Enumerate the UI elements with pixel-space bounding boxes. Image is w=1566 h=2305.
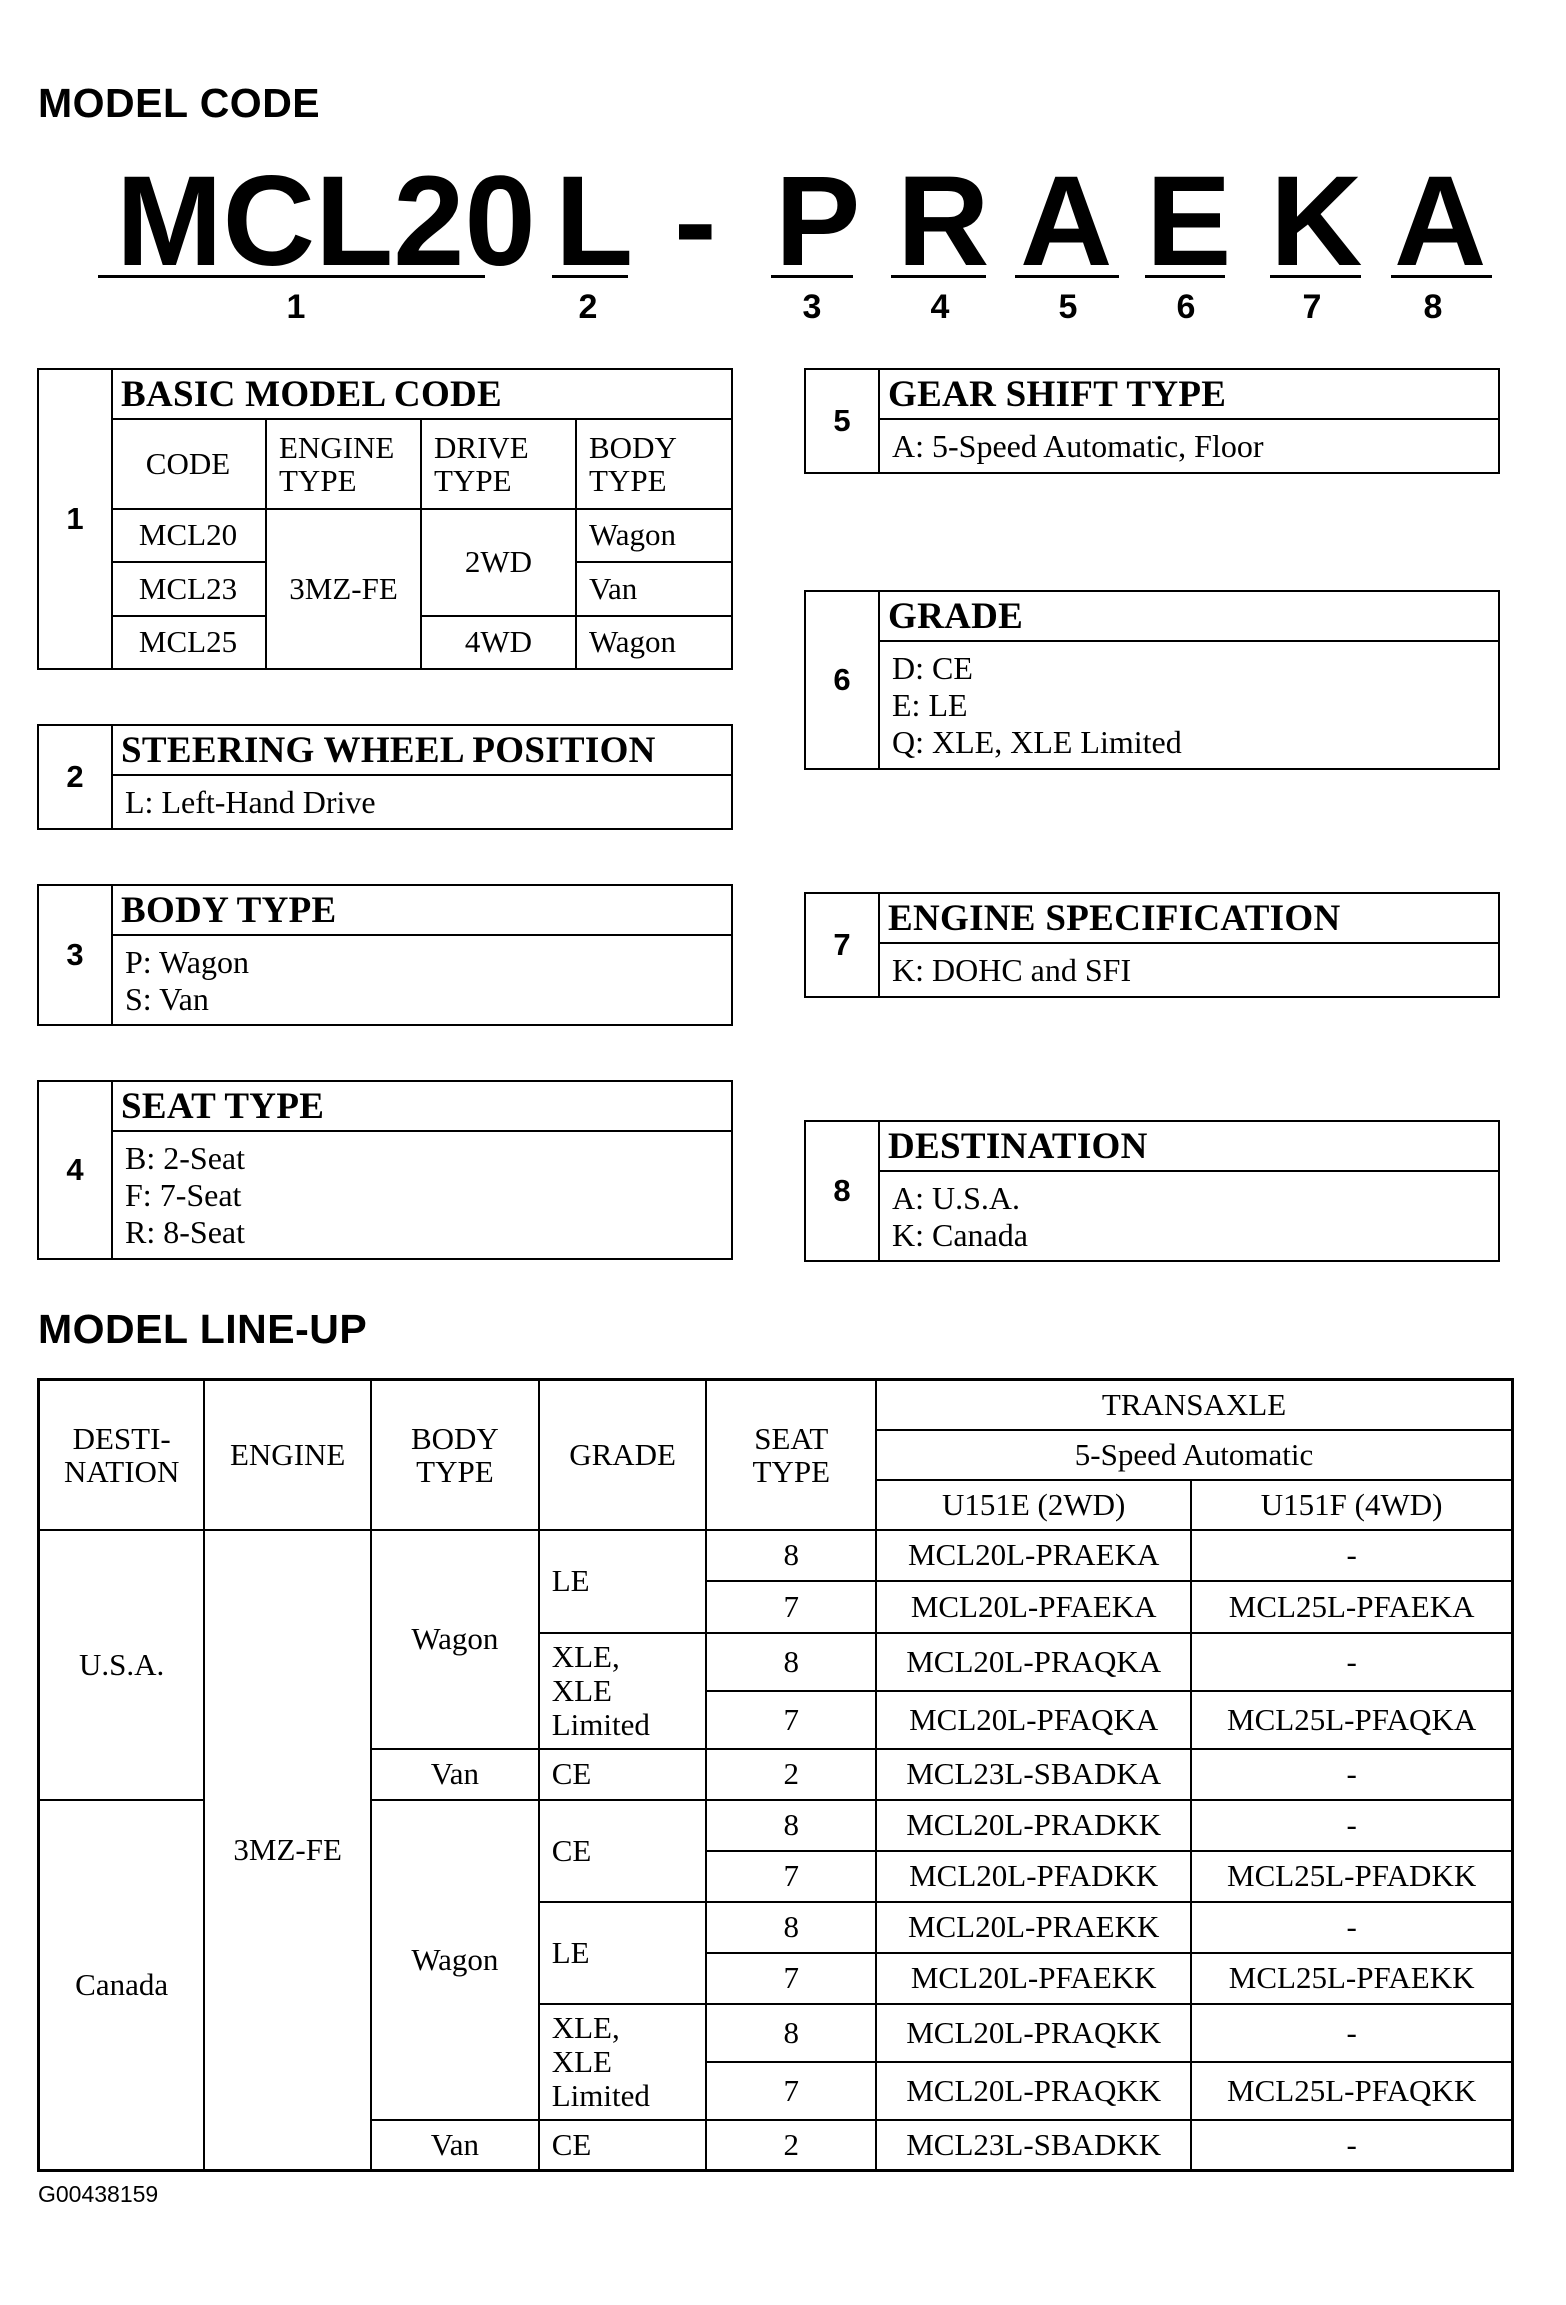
drive-cell: 4WD: [421, 616, 576, 668]
code-cell: MCL20: [111, 509, 266, 562]
position-number: 7: [1302, 288, 1322, 326]
seat-cell: 8: [706, 2004, 876, 2062]
box-number: 7: [806, 894, 880, 996]
box-line: Q: XLE, XLE Limited: [892, 724, 1182, 760]
box-line: D: CE: [892, 650, 973, 686]
code-part-8: A: [1394, 150, 1487, 293]
body-cell: Wagon: [576, 616, 731, 668]
model-lineup-heading: MODEL LINE-UP: [38, 1306, 368, 1352]
position-number: 4: [930, 288, 950, 326]
seat-cell: 2: [706, 1749, 876, 1800]
code-underline: [1391, 275, 1492, 278]
box-line: K: Canada: [892, 1217, 1028, 1253]
model-2wd-cell: MCL20L-PRAQKA: [876, 1633, 1191, 1691]
code-underline: [1270, 275, 1361, 278]
grade-cell: LE: [539, 1902, 707, 2004]
model-2wd-cell: MCL20L-PRAEKA: [876, 1530, 1191, 1581]
body-cell: Wagon: [576, 509, 731, 562]
box-line: L: Left-Hand Drive: [125, 784, 376, 820]
box-body: [878, 644, 1498, 768]
code-underline: [1015, 275, 1119, 278]
box-body: [878, 422, 1498, 472]
model-2wd-cell: MCL20L-PFAEKK: [876, 1953, 1191, 2004]
header-transaxle: TRANSAXLE: [876, 1380, 1512, 1430]
grade-cell: XLE, XLE Limited: [551, 1638, 650, 1742]
box-number: 2: [39, 726, 113, 828]
code-part-4: R: [897, 150, 990, 293]
header-seat-type: SEAT TYPE: [752, 1420, 831, 1489]
seat-cell: 2: [706, 2120, 876, 2171]
box-line: P: Wagon: [125, 944, 249, 980]
figure-id: G00438159: [38, 2181, 159, 2207]
model-4wd-cell: MCL25L-PFAEKA: [1191, 1581, 1512, 1633]
position-number: 6: [1176, 288, 1196, 326]
header-destination: DESTI- NATION: [63, 1420, 180, 1489]
box-title: GEAR SHIFT TYPE: [878, 370, 1498, 420]
model-4wd-cell: -: [1191, 1800, 1512, 1851]
position-number: 3: [802, 288, 822, 326]
box-number: 4: [39, 1082, 113, 1258]
box-line: F: 7-Seat: [125, 1177, 242, 1213]
code-part-7: K: [1270, 150, 1363, 293]
body-cell: Van: [371, 1749, 539, 1800]
model-4wd-cell: -: [1191, 2004, 1512, 2062]
code-cell: MCL23: [111, 562, 266, 615]
box-body: [111, 778, 731, 828]
seat-cell: 8: [706, 1633, 876, 1691]
code-part-1: MCL20: [116, 150, 536, 293]
box-line: A: U.S.A.: [892, 1180, 1021, 1216]
model-code-heading: MODEL CODE: [38, 80, 321, 126]
box-body: [111, 1134, 731, 1258]
model-4wd-cell: -: [1191, 1633, 1512, 1691]
position-number: 2: [578, 288, 598, 326]
box-title: DESTINATION: [878, 1122, 1498, 1172]
col-header-body: BODY TYPE: [589, 429, 676, 498]
grade-cell: CE: [539, 1749, 707, 1800]
seat-cell: 8: [706, 1902, 876, 1953]
box-number: 6: [806, 592, 880, 768]
seat-cell: 7: [706, 2062, 876, 2120]
seat-cell: 8: [706, 1800, 876, 1851]
col-header-code: CODE: [145, 445, 231, 481]
box-line: E: LE: [892, 687, 968, 723]
box-line: B: 2-Seat: [125, 1140, 245, 1176]
destination-cell: U.S.A.: [39, 1530, 205, 1800]
basic-model-table: [111, 420, 731, 668]
model-4wd-cell: -: [1191, 1530, 1512, 1581]
box-title: STEERING WHEEL POSITION: [111, 726, 731, 776]
box-number: 3: [39, 886, 113, 1024]
grade-cell: CE: [539, 2120, 707, 2171]
model-4wd-cell: MCL25L-PFAQKK: [1191, 2062, 1512, 2120]
box-body: [878, 1174, 1498, 1260]
header-engine: ENGINE: [204, 1380, 371, 1530]
code-part-5: A: [1020, 150, 1113, 293]
grade-cell: LE: [539, 1530, 707, 1633]
box-title: ENGINE SPECIFICATION: [878, 894, 1498, 944]
header-grade: GRADE: [539, 1380, 707, 1530]
model-4wd-cell: MCL25L-PFAQKA: [1191, 1691, 1512, 1749]
model-2wd-cell: MCL20L-PFAQKA: [876, 1691, 1191, 1749]
body-type-box: [37, 884, 733, 1026]
model-4wd-cell: MCL25L-PFAEKK: [1191, 1953, 1512, 2004]
col-header-drive: DRIVE TYPE: [434, 429, 529, 498]
box-title: BASIC MODEL CODE: [111, 370, 731, 420]
model-4wd-cell: -: [1191, 1749, 1512, 1800]
box-title: GRADE: [878, 592, 1498, 642]
box-number: 1: [39, 370, 113, 668]
engine-cell: 3MZ-FE: [204, 1530, 371, 2171]
box-line: S: Van: [125, 981, 209, 1017]
code-underline: [891, 275, 986, 278]
code-part-6: E: [1146, 150, 1232, 293]
model-2wd-cell: MCL20L-PRAQKK: [876, 2062, 1191, 2120]
grade-cell: CE: [539, 1800, 707, 1902]
box-body: [111, 938, 731, 1024]
header-u151f: U151F (4WD): [1191, 1480, 1512, 1530]
seat-type-box: [37, 1080, 733, 1260]
box-line: A: 5-Speed Automatic, Floor: [892, 428, 1264, 464]
header-5-speed: 5-Speed Automatic: [876, 1430, 1512, 1480]
code-underline: [1145, 275, 1225, 278]
box-title: BODY TYPE: [111, 886, 731, 936]
model-lineup-table: [37, 1378, 1514, 2172]
header-u151e: U151E (2WD): [876, 1480, 1191, 1530]
body-cell: Van: [371, 2120, 539, 2171]
body-cell: Wagon: [371, 1800, 539, 2120]
basic-model-code-box: [37, 368, 733, 670]
code-cell: MCL25: [111, 616, 266, 668]
box-title: SEAT TYPE: [111, 1082, 731, 1132]
model-4wd-cell: MCL25L-PFADKK: [1191, 1851, 1512, 1902]
seat-cell: 7: [706, 1851, 876, 1902]
model-2wd-cell: MCL20L-PRAQKK: [876, 2004, 1191, 2062]
seat-cell: 7: [706, 1953, 876, 2004]
code-dash: -: [674, 150, 717, 293]
box-body: [878, 946, 1498, 996]
position-number: 1: [286, 288, 306, 326]
seat-cell: 7: [706, 1691, 876, 1749]
code-underline: [98, 275, 485, 278]
header-body-type: BODY TYPE: [410, 1420, 499, 1489]
box-line: K: DOHC and SFI: [892, 952, 1132, 988]
grade-cell: XLE, XLE Limited: [551, 2009, 650, 2113]
seat-cell: 7: [706, 1581, 876, 1633]
box-number: 5: [806, 370, 880, 472]
model-4wd-cell: -: [1191, 1902, 1512, 1953]
model-2wd-cell: MCL23L-SBADKA: [876, 1749, 1191, 1800]
drive-cell: 2WD: [421, 509, 576, 616]
model-2wd-cell: MCL20L-PFAEKA: [876, 1581, 1191, 1633]
code-underline: [771, 275, 853, 278]
col-header-engine: ENGINE TYPE: [279, 429, 395, 498]
model-4wd-cell: -: [1191, 2120, 1512, 2171]
destination-box: [804, 1120, 1500, 1262]
code-part-3: P: [775, 150, 861, 293]
seat-cell: 8: [706, 1530, 876, 1581]
model-2wd-cell: MCL20L-PFADKK: [876, 1851, 1191, 1902]
model-2wd-cell: MCL23L-SBADKK: [876, 2120, 1191, 2171]
model-2wd-cell: MCL20L-PRADKK: [876, 1800, 1191, 1851]
body-cell: Van: [576, 562, 731, 615]
code-part-2: L: [555, 150, 634, 293]
code-underline: [552, 275, 628, 278]
destination-cell: Canada: [39, 1800, 205, 2171]
body-cell: Wagon: [371, 1530, 539, 1749]
box-number: 8: [806, 1122, 880, 1260]
gear-shift-box: [804, 368, 1500, 474]
model-2wd-cell: MCL20L-PRAEKK: [876, 1902, 1191, 1953]
box-line: R: 8-Seat: [125, 1214, 245, 1250]
engine-spec-box: [804, 892, 1500, 998]
position-number: 5: [1058, 288, 1078, 326]
engine-cell: 3MZ-FE: [266, 509, 421, 668]
steering-position-box: [37, 724, 733, 830]
position-number: 8: [1423, 288, 1443, 326]
grade-box: [804, 590, 1500, 770]
